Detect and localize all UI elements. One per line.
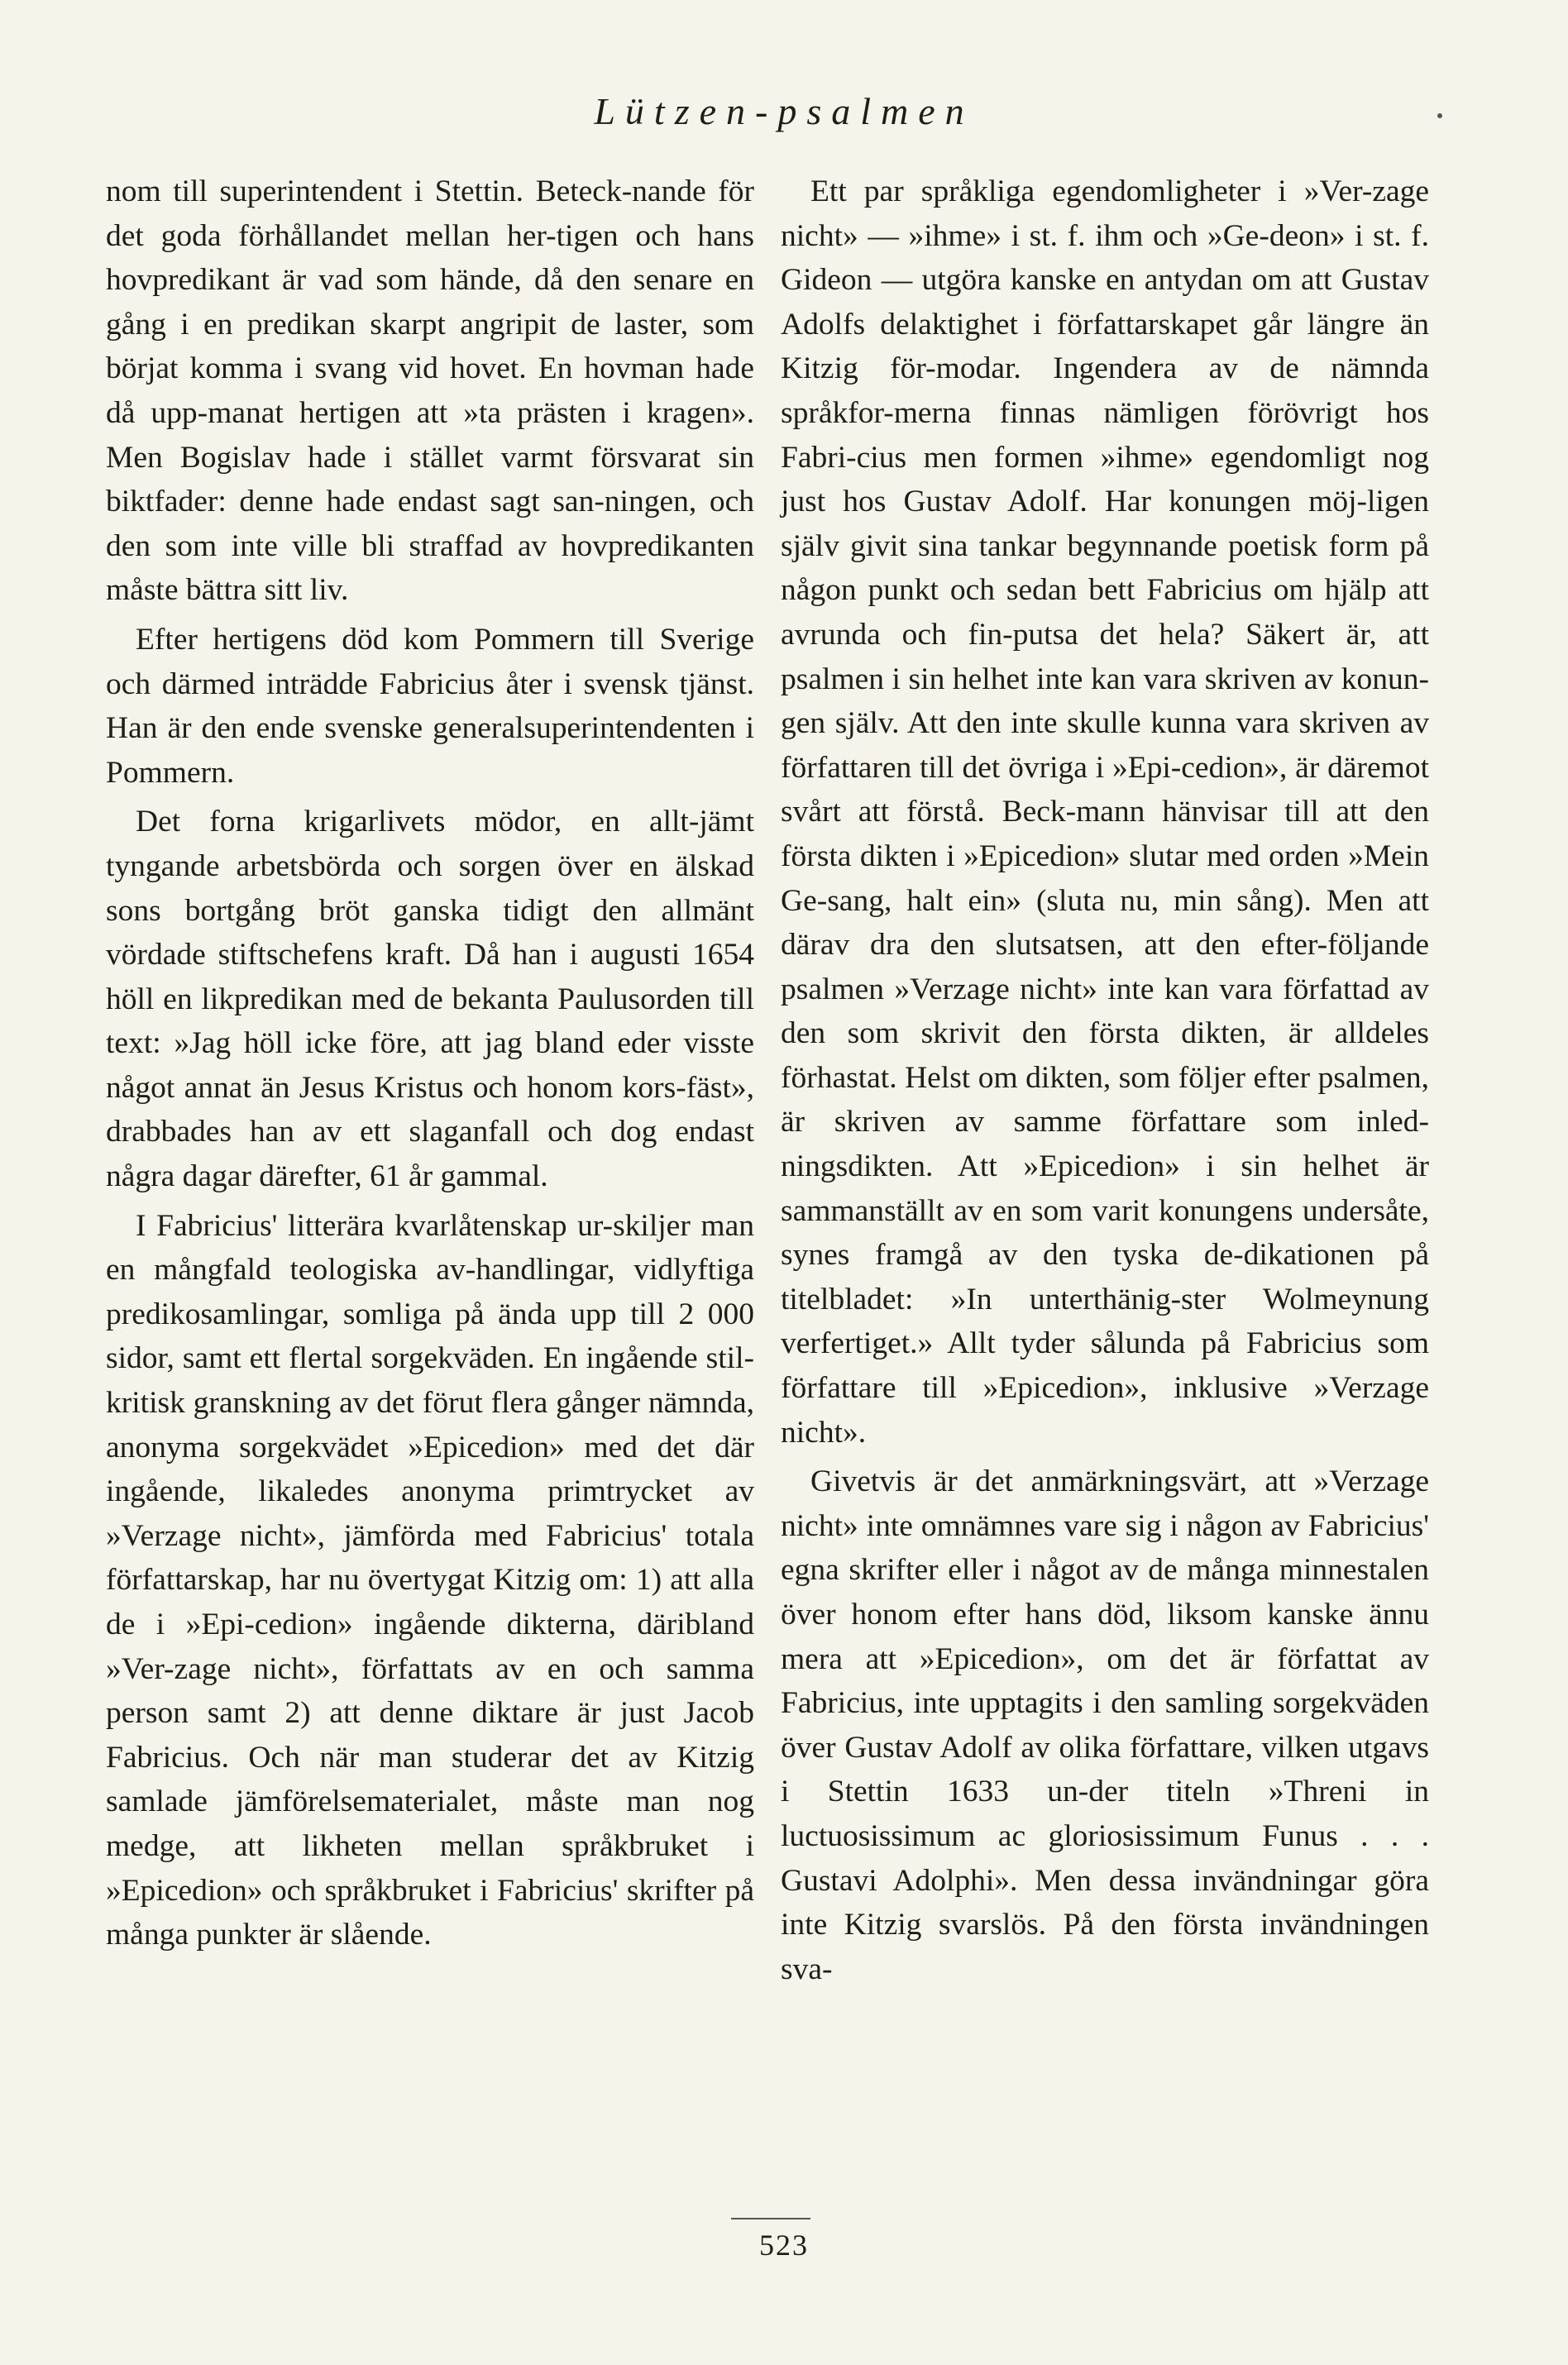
running-title: Lützen-psalmen xyxy=(594,90,974,132)
right-column xyxy=(781,170,1429,1996)
footer-rule xyxy=(731,2218,810,2219)
paragraph: Det forna krigarlivets mödor, en allt-jämt tyngande arbetsbörda och sorgen över en älskad sons bortgång bröt ganska tidigt den allmänt vördade stiftschefens kraft. Då han i augusti 1654 höll en likpredikan med de bekanta Paulusorden till text: »Jag höll icke före, att jag bland eder visste något annat än Jesus Kristus och honom kors-fäst», drabbades han av ett slaganfall och dog endast några dagar därefter, 61 år gammal. xyxy=(106,805,754,1194)
page-number: 523 xyxy=(759,2229,809,2262)
paragraph: Ett par språkliga egendomligheter i »Ver-zage nicht» — »ihme» i st. f. ihm och »Ge-deon» i st. f. Gideon — utgöra kanske en antydan om att Gustav Adolfs delaktighet i författarskapet går längre än Kitzig för-modar. Ingendera av de nämnda språkfor-merna finnas nämligen förövrigt hos Fabri-cius men formen »ihme» egendomligt nog just hos Gustav Adolf. Har konungen möj-ligen själv givit sina tankar begynnande poetisk form på någon punkt och sedan bett Fabricius om hjälp att avrunda och fin-putsa det hela? Säkert är, att psalmen i sin helhet inte kan vara skriven av konun-gen själv. Att den inte skulle kunna vara skriven av författaren till det övriga i »Epi-cedion», är däremot svårt att förstå. Beck-mann hänvisar till att den första dikten i »Epicedion» slutar med orden »Mein Ge-sang, halt ein» (sluta nu, min sång). Men att därav dra den slutsatsen, att den efter-följande psalmen »Verzage nicht» inte kan vara författad av den som skrivit den första dikten, är alldeles förhastat. Helst om dikten, som följer efter psalmen, är skriven av samme författare som inled-ningsdikten. Att »Epicedion» i sin helhet är sammanställt av en som varit konungens undersåte, synes framgå av den tyska de-dikationen på titelbladet: »In unterthänig-ster Wolmeynung verfertiget.» Allt tyder sålunda på Fabricius som författare till »Epicedion», inklusive »Verzage nicht». xyxy=(781,174,1429,1450)
paper-speck xyxy=(1437,113,1442,118)
paragraph: Givetvis är det anmärkningsvärt, att »Verzage nicht» inte omnämnes vare sig i någon av Fabricius' egna skrifter eller i något av de många minnestalen över honom efter hans död, liksom kanske ännu mera att »Epicedion», om det är författat av Fabricius, inte upptagits i den samling sorgekväden över Gustav Adolf av olika författare, vilken utgavs i Stettin 1633 un-der titeln »Threni in luctuosissimum ac gloriosissimum Funus . . . Gustavi Adolphi». Men dessa invändningar göra inte Kitzig svarslös. På den första invändningen sva- xyxy=(781,1464,1429,1986)
left-column xyxy=(106,170,754,1962)
paragraph: Efter hertigens död kom Pommern till Sverige och därmed inträdde Fabricius åter i svensk tjänst. Han är den ende svenske generalsuperintendenten i Pommern. xyxy=(106,622,754,790)
paragraph: I Fabricius' litterära kvarlåtenskap ur-skiljer man en mångfald teologiska av-handlingar, vidlyftiga predikosamlingar, somliga på ända upp till 2 000 sidor, samt ett flertal sorgekväden. En ingående stil-kritisk granskning av det förut flera gånger nämnda, anonyma sorgekvädet »Epicedion» med det där ingående, likaledes anonyma primtrycket av »Verzage nicht», jämförda med Fabricius' totala författarskap, har nu övertygat Kitzig om: 1) att alla de i »Epi-cedion» ingående dikterna, däribland »Ver-zage nicht», författats av en och samma person samt 2) att denne diktare är just Jacob Fabricius. Och när man studerar det av Kitzig samlade jämförelsematerialet, måste man nog medge, att likheten mellan språkbruket i »Epicedion» och språkbruket i Fabricius' skrifter på många punkter är slående. xyxy=(106,1208,754,1952)
paragraph: nom till superintendent i Stettin. Beteck-nande för det goda förhållandet mellan her-tigen och hans hovpredikant är vad som hände, då den senare en gång i en predikan skarpt angripit de laster, som börjat komma i svang vid hovet. En hovman hade då upp-manat hertigen att »ta prästen i kragen». Men Bogislav hade i stället varmt försvarat sin biktfader: denne hade endast sagt san-ningen, och den som inte ville bli straffad av hovpredikanten måste bättra sitt liv. xyxy=(106,174,754,608)
